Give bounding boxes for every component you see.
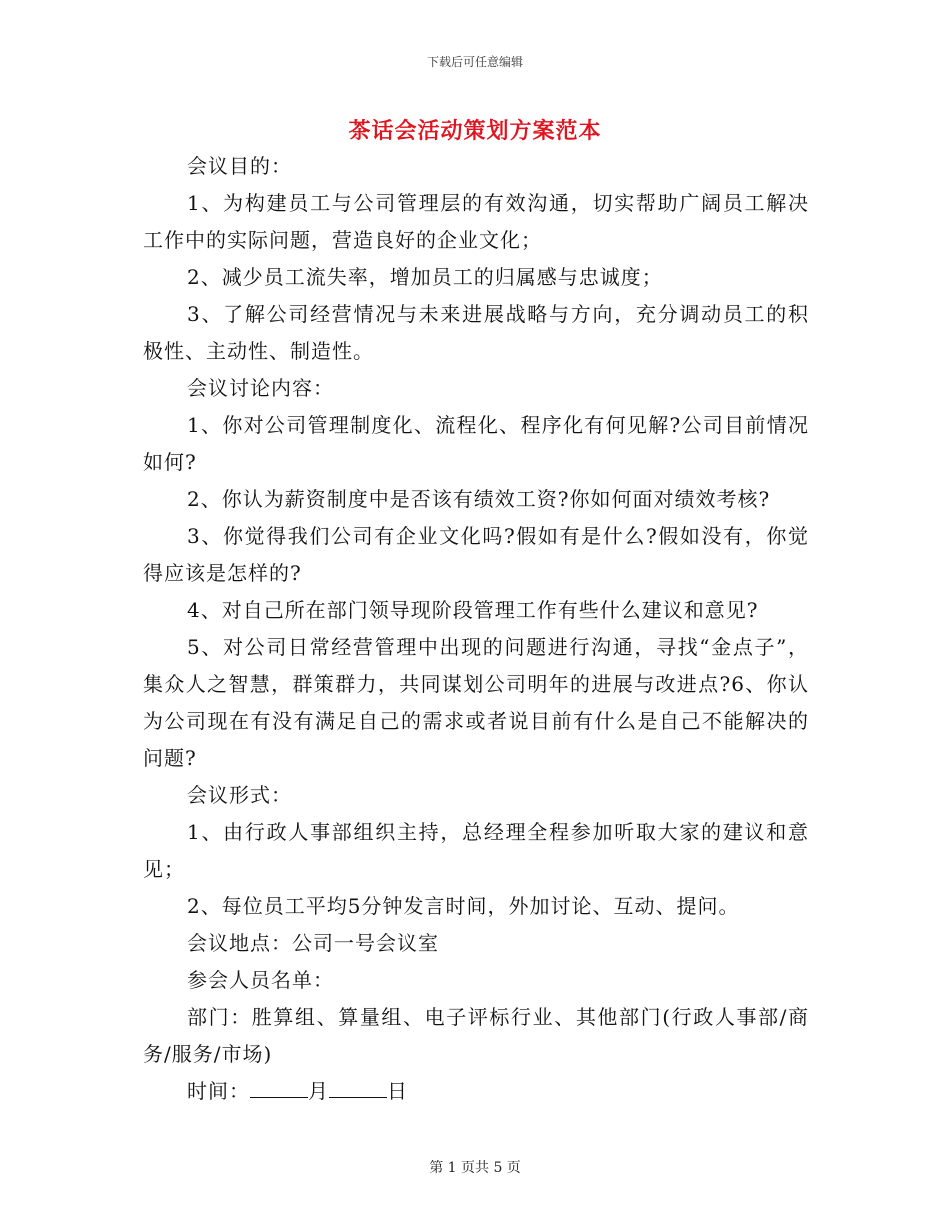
paragraph-meeting-purpose-heading: 会议目的： xyxy=(187,154,292,178)
day-blank xyxy=(329,1079,387,1098)
document-title: 茶话会活动策划方案范本 xyxy=(348,118,602,144)
paragraph-format-2: 2、每位员工平均5分钟发言时间，外加讨论、互动、提问。 xyxy=(187,894,740,918)
day-label: 日 xyxy=(387,1079,408,1103)
paragraph-discussion-4: 4、对自己所在部门领导现阶段管理工作有些什么建议和意见? xyxy=(187,598,759,622)
paragraph-purpose-3: 3、了解公司经营情况与未来进展战略与方向，充分调动员工的积极性、主动性、制造性。 xyxy=(143,302,809,363)
month-label: 月 xyxy=(308,1079,329,1103)
paragraph-discussion-heading: 会议讨论内容： xyxy=(187,376,334,400)
paragraph-discussion-5: 5、对公司日常经营管理中出现的问题进行沟通，寻找“金点子”，集众人之智慧，群策群力，共同谋划公司明年的进展与改进点?6、你认为公司现在有没有满足自己的需求或者说目前有什么是自己不能解决的问题? xyxy=(143,635,809,770)
time-label: 时间： xyxy=(187,1079,250,1103)
paragraph-discussion-1: 1、你对公司管理制度化、流程化、程序化有何见解?公司目前情况如何? xyxy=(143,413,809,474)
page-header-note: 下载后可任意编辑 xyxy=(426,55,523,69)
document-body xyxy=(143,148,809,1110)
page-footer: 第 1 页共 5 页 xyxy=(429,1160,521,1176)
paragraph-discussion-2: 2、你认为薪资制度中是否该有绩效工资?你如何面对绩效考核? xyxy=(187,487,771,511)
paragraph-format-1: 1、由行政人事部组织主持，总经理全程参加听取大家的建议和意见； xyxy=(143,820,809,881)
paragraph-purpose-2: 2、减少员工流失率，增加员工的归属感与忠诚度； xyxy=(187,265,663,289)
paragraph-attendees-heading: 参会人员名单： xyxy=(187,968,334,992)
paragraph-departments: 部门：胜算组、算量组、电子评标行业、其他部门(行政人事部/商务/服务/市场) xyxy=(143,1005,809,1066)
paragraph-location: 会议地点：公司一号会议室 xyxy=(187,931,439,955)
paragraph-time xyxy=(143,1073,809,1110)
paragraph-format-heading: 会议形式： xyxy=(187,783,292,807)
paragraph-purpose-1: 1、为构建员工与公司管理层的有效沟通，切实帮助广阔员工解决工作中的实际问题，营造良好的企业文化； xyxy=(143,191,809,252)
month-blank xyxy=(250,1079,308,1098)
paragraph-discussion-3: 3、你觉得我们公司有企业文化吗?假如有是什么?假如没有，你觉得应该是怎样的? xyxy=(143,524,809,585)
